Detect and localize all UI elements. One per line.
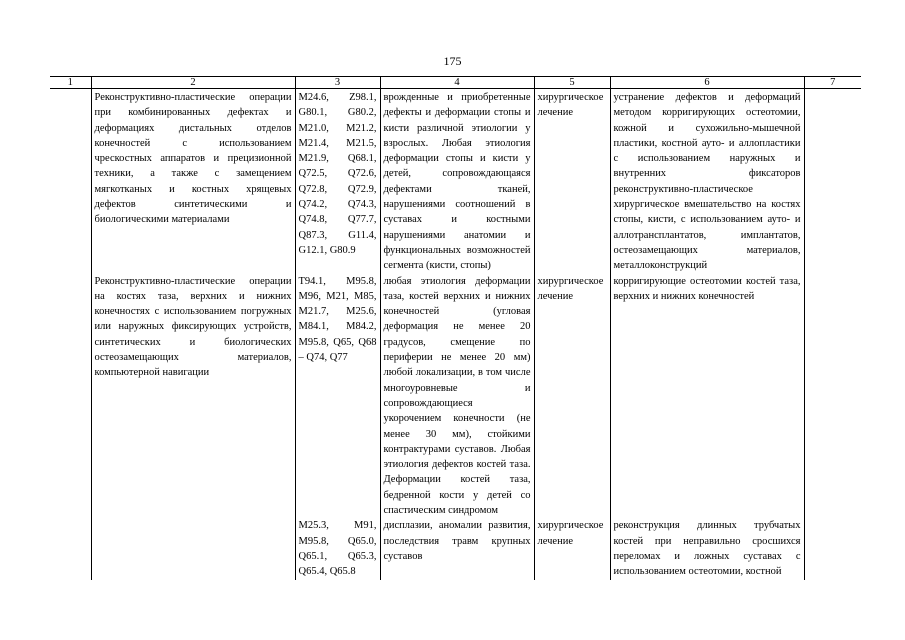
medical-care-table <box>50 76 861 580</box>
group-cell <box>50 518 91 579</box>
method-cell: Реконструктивно-пластические операции при комбинированных дефектах и деформациях дистальных отделов конечностей с использованием чрескостных аппаратов и прецизионной техники, а также с замещением мягкотканых и костных хрящевых дефектов синтетическими и биологическими материалами <box>91 89 295 274</box>
codes-cell: T94.1, M95.8, M96, M21, M85, M21.7, M25.6, M84.1, M84.2, M95.8, Q65, Q68 – Q74, Q77 <box>295 274 380 519</box>
norm-cell <box>804 274 861 519</box>
column-header-1: 1 <box>50 77 91 89</box>
table-row <box>50 274 861 519</box>
page-number: 175 <box>443 54 462 68</box>
method-details-cell: корригирующие остеотомии костей таза, верхних и нижних конечностей <box>610 274 804 519</box>
column-header-3: 3 <box>295 77 380 89</box>
column-header-5: 5 <box>534 77 610 89</box>
model-cell: дисплазии, аномалии развития, последствия травм крупных суставов <box>380 518 534 579</box>
group-cell <box>50 89 91 274</box>
method-cell <box>91 518 295 579</box>
method-details-cell: устранение дефектов и деформаций методом корригирующих остеотомии, кожной и сухожильно-мышечной пластики, костной ауто- и аллопластики с использованием наружных и внутренних фиксаторов реконструктивно-пластическое хирургическое вмешательство на костях стопы, кисти, с использованием ауто- и аллотрансплантатов, имплантатов, остеозамещающих материалов, металлоконструкций <box>610 89 804 274</box>
column-header-4: 4 <box>380 77 534 89</box>
norm-cell <box>804 89 861 274</box>
column-header-7: 7 <box>804 77 861 89</box>
method-cell: Реконструктивно-пластические операции на костях таза, верхних и нижних конечностях с использованием погружных или наружных фиксирующих устройств, синтетических и биологических остеозамещающих материалов, компьютерной навигации <box>91 274 295 519</box>
group-cell <box>50 274 91 519</box>
model-cell: врожденные и приобретенные дефекты и деформации стопы и кисти различной этиологии у взрослых. Любая этиология деформации стопы и кисти у детей, сопровождающаяся дефектами тканей, нарушениями соотношений в суставах и костными нарушениями анатомии и функциональных возможностей сегмента (кисти, стопы) <box>380 89 534 274</box>
treatment-cell: хирургическое лечение <box>534 518 610 579</box>
method-details-cell: реконструкция длинных трубчатых костей при неправильно сросшихся переломах и ложных суставах с использованием остеотомии, костной <box>610 518 804 579</box>
table-row <box>50 89 861 274</box>
column-header-6: 6 <box>610 77 804 89</box>
norm-cell <box>804 518 861 579</box>
column-header-2: 2 <box>91 77 295 89</box>
header-row <box>50 77 861 89</box>
codes-cell: M25.3, M91, M95.8, Q65.0, Q65.1, Q65.3, Q65.4, Q65.8 <box>295 518 380 579</box>
treatment-cell: хирургическое лечение <box>534 274 610 519</box>
table-row <box>50 518 861 579</box>
model-cell: любая этиология деформации таза, костей верхних и нижних конечностей (угловая деформация не менее 20 градусов, смещение по периферии не менее 20 мм) любой локализации, в том числе многоуровневые и сопровождающиеся укорочением конечности (не менее 30 мм), стойкими контрактурами суставов. Любая этиология дефектов костей таза. Деформации костей таза, бедренной кости у детей со спастическим синдромом <box>380 274 534 519</box>
codes-cell: M24.6, Z98.1, G80.1, G80.2, M21.0, M21.2, M21.4, M21.5, M21.9, Q68.1, Q72.5, Q72.6, Q72.8, Q72.9, Q74.2, Q74.3, Q74.8, Q77.7, Q87.3, G11.4, G12.1, G80.9 <box>295 89 380 274</box>
treatment-cell: хирургическое лечение <box>534 89 610 274</box>
